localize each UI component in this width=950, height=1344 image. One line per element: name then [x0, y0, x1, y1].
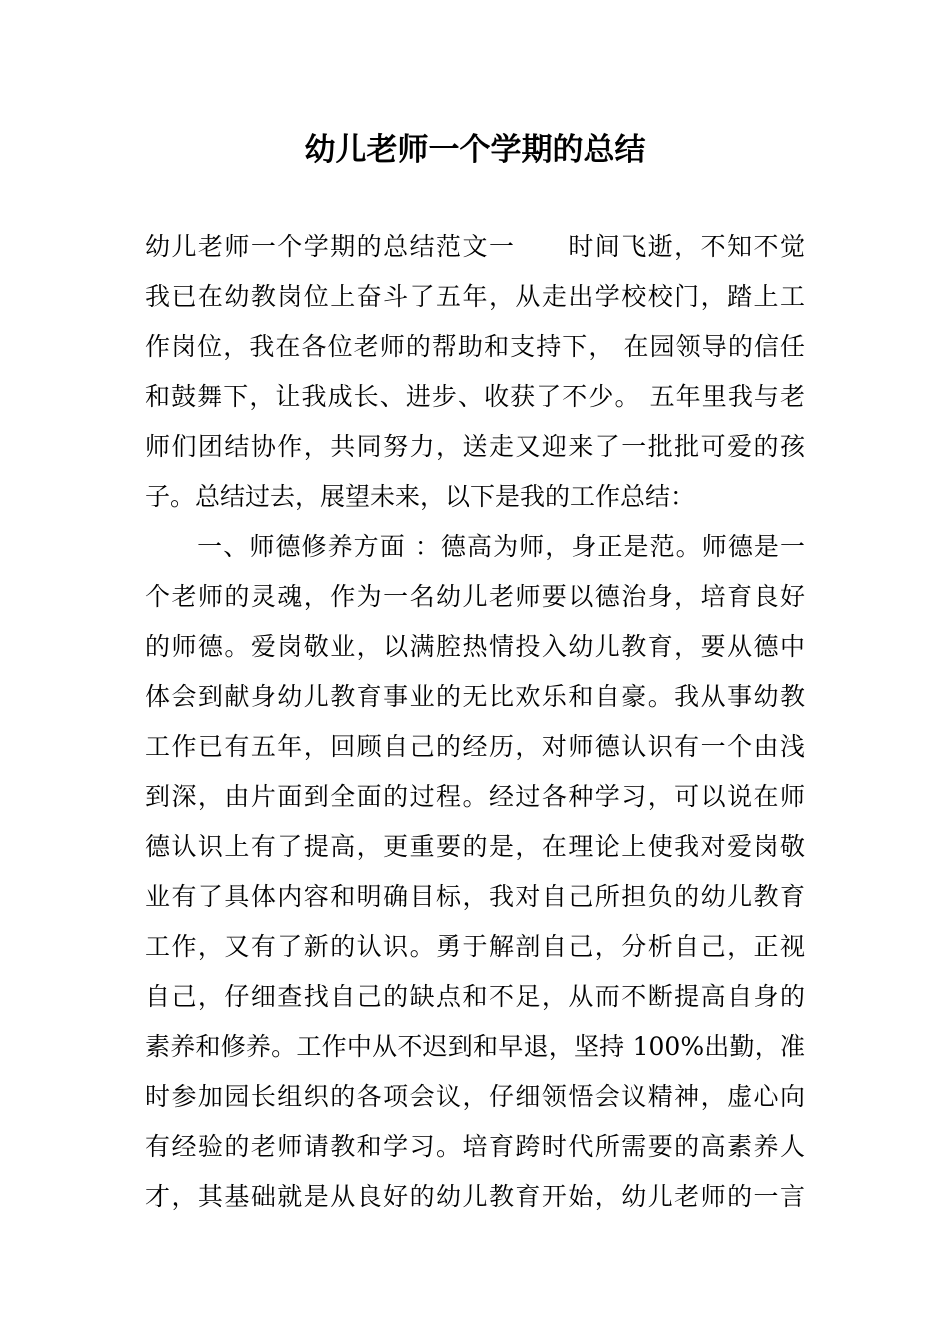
text-line-16: 自己，仔细查找自己的缺点和不足，从而不断提高自身的: [145, 982, 805, 1011]
text-line-11: 工作已有五年，回顾自己的经历，对师德认识有一个由浅: [145, 732, 805, 761]
text-line-20: 才，其基础就是从良好的幼儿教育开始，幼儿老师的一言: [145, 1182, 805, 1211]
text-line-5: 师们团结协作，共同努力，送走又迎来了一批批可爱的孩: [145, 432, 805, 461]
text-line-18: 时参加园长组织的各项会议，仔细领悟会议精神，虚心向: [145, 1082, 805, 1111]
text-line-15: 工作，又有了新的认识。勇于解剖自己，分析自己，正视: [145, 932, 805, 961]
document-title: 幼儿老师一个学期的总结: [304, 132, 646, 168]
text-line-14: 业有了具体内容和明确目标，我对自己所担负的幼儿教育: [145, 882, 805, 911]
text-line-17: 素养和修养。工作中从不迟到和早退，坚持 100%出勤，准: [145, 1032, 805, 1061]
text-line-13: 德认识上有了提高，更重要的是，在理论上使我对爱岗敬: [145, 832, 805, 861]
text-line-7: 一、师德修养方面 ：德高为师，身正是范。师德是一: [145, 532, 805, 561]
text-line-12: 到深，由片面到全面的过程。经过各种学习，可以说在师: [145, 782, 805, 811]
text-line-10: 体会到献身幼儿教育事业的无比欢乐和自豪。我从事幼教: [145, 682, 805, 711]
text-line-4: 和鼓舞下，让我成长、进步、收获了不少。 五年里我与老: [145, 382, 805, 411]
text-line-19: 有经验的老师请教和学习。培育跨时代所需要的高素养人: [145, 1132, 805, 1161]
text-line-6: 子。总结过去，展望未来，以下是我的工作总结：: [145, 482, 696, 511]
text-line-1: 幼儿老师一个学期的总结范文一 时间飞逝，不知不觉: [145, 232, 805, 261]
text-line-2: 我已在幼教岗位上奋斗了五年，从走出学校校门，踏上工: [145, 282, 805, 311]
text-line-3: 作岗位，我在各位老师的帮助和支持下， 在园领导的信任: [145, 332, 805, 361]
document-body: [145, 222, 805, 1222]
text-line-8: 个老师的灵魂，作为一名幼儿老师要以德治身，培育良好: [145, 582, 805, 611]
text-line-9: 的师德。爱岗敬业，以满腔热情投入幼儿教育，要从德中: [145, 632, 805, 661]
